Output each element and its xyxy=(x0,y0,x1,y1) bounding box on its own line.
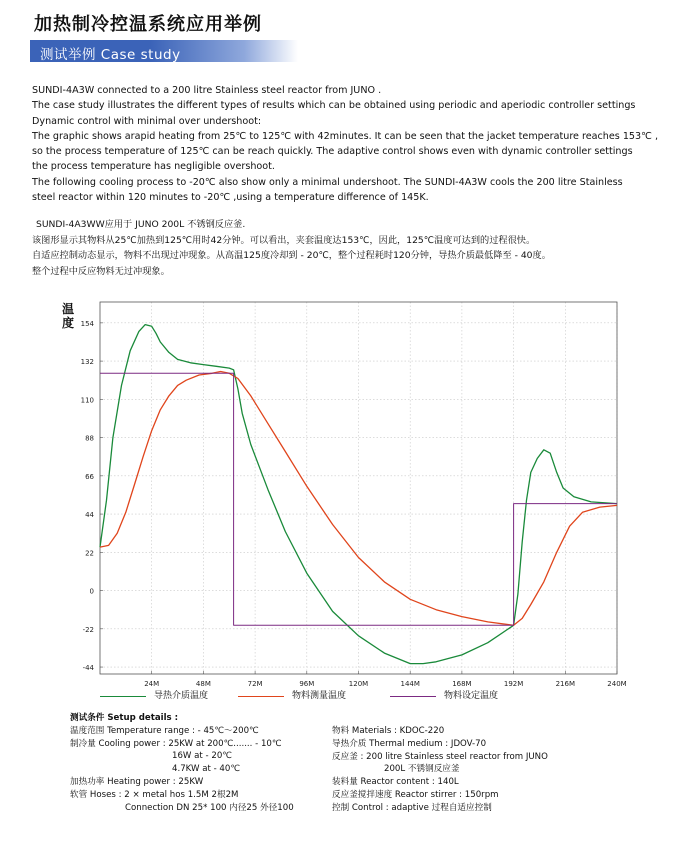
setup-line: 16W at - 20℃ xyxy=(172,751,232,762)
temperature-chart xyxy=(0,292,695,688)
x-tick-label: 240M xyxy=(607,680,627,688)
y-tick-label: 88 xyxy=(85,434,94,443)
setup-line: 装料量 Reactor content : 140L xyxy=(332,777,459,788)
y-tick-label: -44 xyxy=(82,664,94,673)
section-banner-label: 测试举例 Case study xyxy=(40,47,181,63)
zh-line: 整个过程中反应物料无过冲现象。 xyxy=(32,265,170,277)
legend-swatch-process xyxy=(238,696,284,697)
setup-line: 物料 Materials : KDOC-220 xyxy=(332,726,445,736)
series-line-jacket-temp xyxy=(100,325,617,664)
y-tick-label: 66 xyxy=(85,472,94,481)
en-line: Dynamic control with minimal over undershoot: xyxy=(32,115,262,127)
en-line: The case study illustrates the different types of results which can be obtained using periodic and aperiodic controller settings xyxy=(32,100,636,112)
setup-line: 反应釜 : 200 litre Stainless steel reactor from JUNO xyxy=(332,751,548,762)
y-tick-label: 44 xyxy=(85,511,94,520)
legend-label-setpoint: 物料设定温度 xyxy=(444,691,499,701)
x-tick-label: 24M xyxy=(144,680,160,688)
legend-label-jacket: 导热介质温度 xyxy=(154,691,209,701)
en-line: SUNDI-4A3W connected to a 200 litre Stainless steel reactor from JUNO . xyxy=(32,85,382,96)
x-tick-label: 216M xyxy=(555,680,576,688)
setup-line: 温度范围 Temperature range : - 45℃～200℃ xyxy=(70,725,259,736)
en-line: The following cooling process to -20℃ also show only a minimal undershoot. The SUNDI-4A3W cools the 200 litre Stainless xyxy=(32,176,623,188)
page-title: 加热制冷控温系统应用举例 xyxy=(34,14,262,35)
setup-line: 4.7KW at - 40℃ xyxy=(172,764,241,775)
x-tick-label: 72M xyxy=(247,680,263,688)
y-axis-label: 温 xyxy=(61,302,75,316)
setup-line: 控制 Control : adaptive 过程自适应控制 xyxy=(332,802,492,813)
setup-right xyxy=(332,725,548,815)
setup-line: 制冷量 Cooling power : 25KW at 200℃....... - 10℃ xyxy=(70,738,282,749)
en-line: steel reactor within 120 minutes to -20℃ ,using a temperature difference of 145K. xyxy=(32,192,429,204)
x-tick-label: 120M xyxy=(348,680,369,688)
y-tick-label: 132 xyxy=(80,358,94,367)
setup-line: Connection DN 25* 100 内径25 外径100 xyxy=(125,802,294,813)
y-tick-label: 22 xyxy=(85,549,94,558)
en-line: so the process temperature of 125℃ can be reach quickly. The adaptive control shows even with dynamic controller settings xyxy=(32,146,633,158)
setup-heading: 测试条件 Setup details : xyxy=(70,713,179,723)
legend-swatch-setpoint xyxy=(390,696,436,697)
setup-left xyxy=(70,712,294,814)
en-line: the process temperature has negligible overshoot. xyxy=(32,161,275,173)
setup-line: 200L 不锈钢反应釜 xyxy=(384,764,460,775)
legend-label-process: 物料测量温度 xyxy=(292,691,347,701)
y-axis-label: 度 xyxy=(61,316,75,330)
setup-line: 反应釜搅拌速度 Reactor stirrer : 150rpm xyxy=(332,789,499,800)
y-tick-label: 0 xyxy=(89,587,94,596)
y-tick-label: -22 xyxy=(82,625,94,634)
section-banner xyxy=(30,40,298,62)
setup-line: 导热介质 Thermal medium : JDOV-70 xyxy=(332,738,487,749)
english-description xyxy=(32,83,672,205)
x-tick-label: 48M xyxy=(195,680,211,688)
zh-line: 该图形显示其物料从25℃加热到125℃用时42分钟。可以看出，夹套温度达153℃，因此，125℃温度可达到的过程很快。 xyxy=(32,234,536,246)
x-tick-label: 168M xyxy=(452,680,472,688)
zh-line: 自适应控制动态显示，物料不出现过冲现象。从高温125度冷却到 - 20℃，整个过程耗时120分钟，导热介质最低降至 - 40度。 xyxy=(32,250,551,262)
setup-line: 软管 Hoses : 2 × metal hos 1.5M 2根2M xyxy=(70,789,239,800)
zh-line: SUNDI-4A3WW应用于 JUNO 200L 不锈钢反应釜. xyxy=(36,219,246,230)
y-tick-label: 110 xyxy=(80,396,94,405)
x-tick-label: 192M xyxy=(503,680,524,688)
chinese-description xyxy=(32,217,551,279)
legend-swatch-jacket xyxy=(100,696,146,697)
y-tick-label: 154 xyxy=(80,319,94,328)
x-tick-label: 144M xyxy=(400,680,420,688)
setup-line: 加热功率 Heating power : 25KW xyxy=(70,776,204,787)
x-tick-label: 96M xyxy=(299,680,315,688)
en-line: The graphic shows arapid heating from 25℃ to 125℃ with 42minutes. It can be seen that the jacket temperature reaches 153℃ , xyxy=(32,130,659,142)
